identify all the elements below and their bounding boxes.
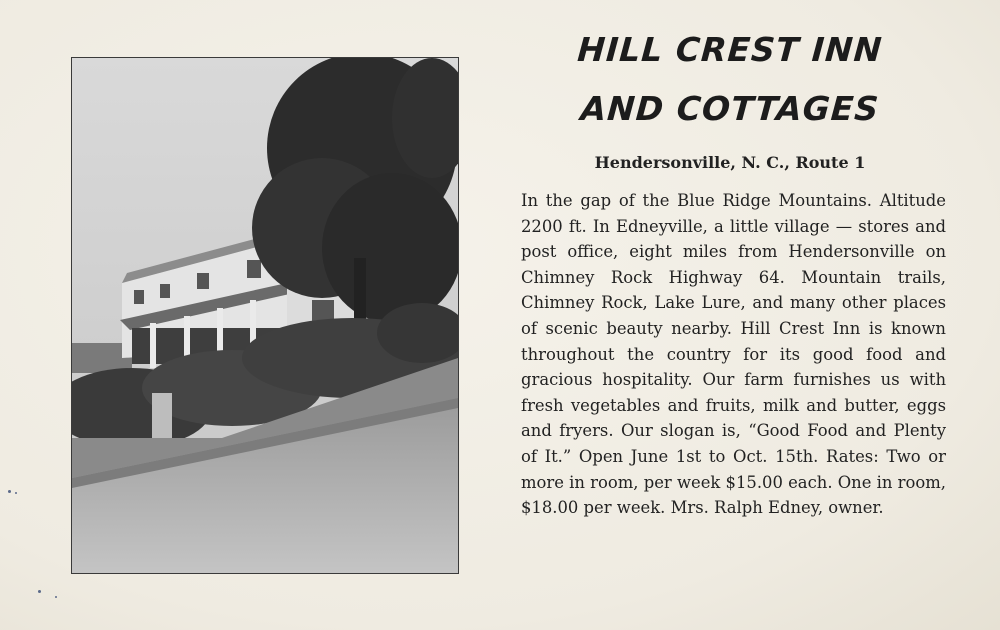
- ink-speck: [15, 492, 17, 494]
- inn-photo-illustration: [72, 58, 458, 573]
- ink-speck: [8, 490, 11, 493]
- location-subtitle: Hendersonville, N. C., Route 1: [594, 153, 866, 172]
- description-paragraph: In the gap of the Blue Ridge Mountains. Altitude 2200 ft. In Edneyville, a little village — stores and post office, eight miles from Hendersonville on Chimney Rock Highway 64. Mountain trails, Chimney Rock, Lake Lure, and many other places of scenic beauty nearby. Hill Crest Inn is known throughout the country for its good food and gracious hospitality. Our farm furnishes us with fresh vegetables and fruits, milk and butter, eggs and fryers. Our slogan is, “Good Food and Plenty of It.” Open June 1st to Oct. 15th. Rates: Two or more in room, per week $15.00 each. One in room, $18.00 per week. Mrs. Ralph Edney, owner.: [521, 191, 946, 518]
- ink-speck: [38, 590, 41, 593]
- inn-photo: [71, 57, 459, 574]
- title-line-2: AND COTTAGES: [579, 89, 881, 128]
- title-line-1: HILL CREST INN: [576, 30, 884, 69]
- ink-speck: [55, 596, 57, 598]
